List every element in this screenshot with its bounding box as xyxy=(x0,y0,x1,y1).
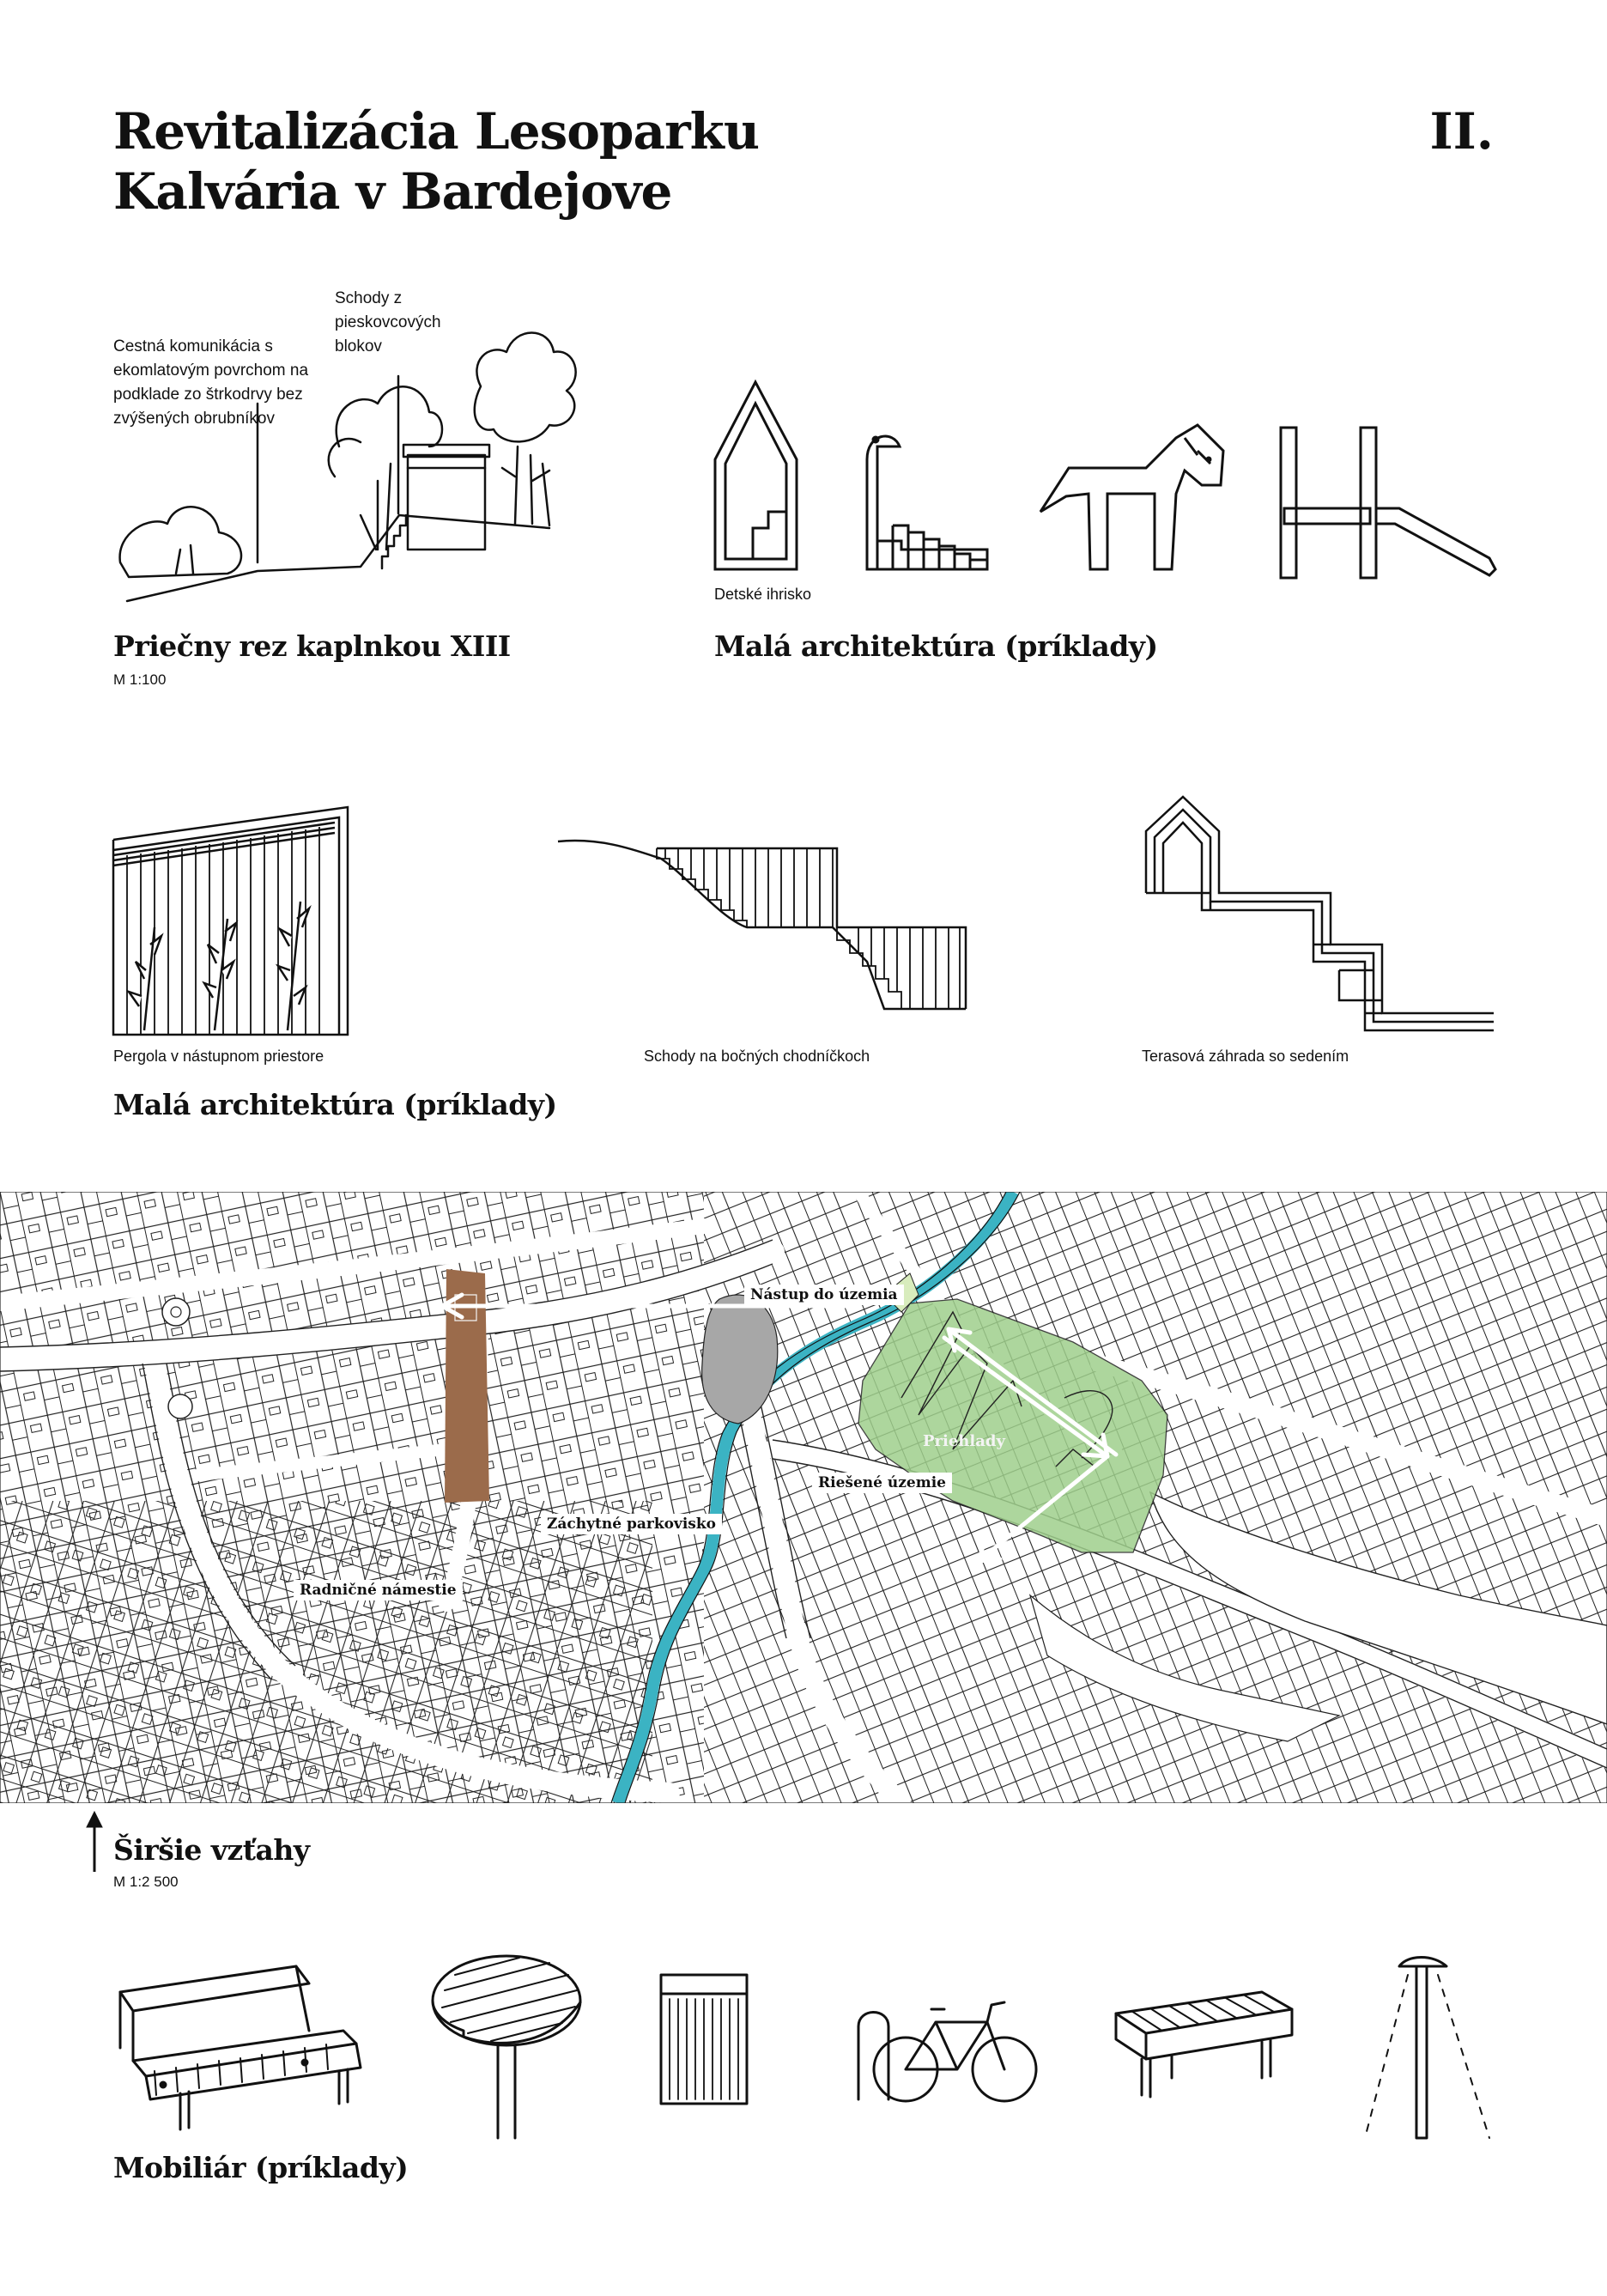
pergola-icon xyxy=(113,807,348,1035)
title-line-2: Kalvária v Bardejove xyxy=(113,162,672,221)
terrace-garden-icon xyxy=(1146,797,1494,1030)
wider-relations-scale: M 1:2 500 xyxy=(113,1874,179,1890)
map-label-nastup: Nástup do územia xyxy=(744,1285,904,1305)
map-label-namestie: Radničné námestie xyxy=(294,1580,463,1601)
small-architecture-heading-2: Malá architektúra (príklady) xyxy=(113,1088,557,1121)
title-line-1: Revitalizácia Lesoparku xyxy=(113,102,759,161)
map-drawing xyxy=(0,1192,1607,1803)
pergola-caption: Pergola v nástupnom priestore xyxy=(113,1048,324,1065)
round-table-icon xyxy=(433,1956,580,2138)
page-title xyxy=(113,101,759,222)
play-bird-icon xyxy=(867,436,987,569)
side-stairs-caption: Schody na bočných chodníčkoch xyxy=(644,1048,870,1065)
playground-caption: Detské ihrisko xyxy=(714,586,812,603)
side-stairs-icon xyxy=(558,841,966,1009)
bike-rack-icon xyxy=(858,2002,1036,2101)
site-map xyxy=(0,1192,1607,1803)
bench-icon xyxy=(120,1966,361,2129)
map-label-parkovisko: Záchytné parkovisko xyxy=(541,1514,722,1534)
wider-relations-heading: Širšie vzťahy xyxy=(113,1833,310,1867)
terrace-caption: Terasová záhrada so sedením xyxy=(1142,1048,1349,1065)
cross-section-scale: M 1:100 xyxy=(113,671,167,688)
play-horse-icon xyxy=(1040,425,1223,569)
sheet-number: II. xyxy=(1429,102,1494,161)
stairs-note: Schody z pieskovcových blokov xyxy=(335,289,441,355)
map-label-priehlady: Priehlady xyxy=(923,1432,1005,1450)
map-label-riesene: Riešené územie xyxy=(812,1473,952,1493)
play-slide-icon xyxy=(1281,428,1495,578)
play-house-icon xyxy=(715,382,797,569)
street-lamp-icon xyxy=(1365,1958,1489,2139)
waste-bin-icon xyxy=(661,1975,747,2104)
low-bench-icon xyxy=(1116,1992,1292,2097)
cross-section-heading: Priečny rez kaplnkou XIII xyxy=(113,629,511,663)
small-architecture-heading-1: Malá architektúra (príklady) xyxy=(714,629,1158,663)
path-note: Cestná komunikácia s ekomlatovým povrchom na podklade zo štrkodrvy bez zvýšených obrubníkov xyxy=(113,337,309,428)
furniture-heading: Mobiliár (príklady) xyxy=(113,2151,409,2184)
